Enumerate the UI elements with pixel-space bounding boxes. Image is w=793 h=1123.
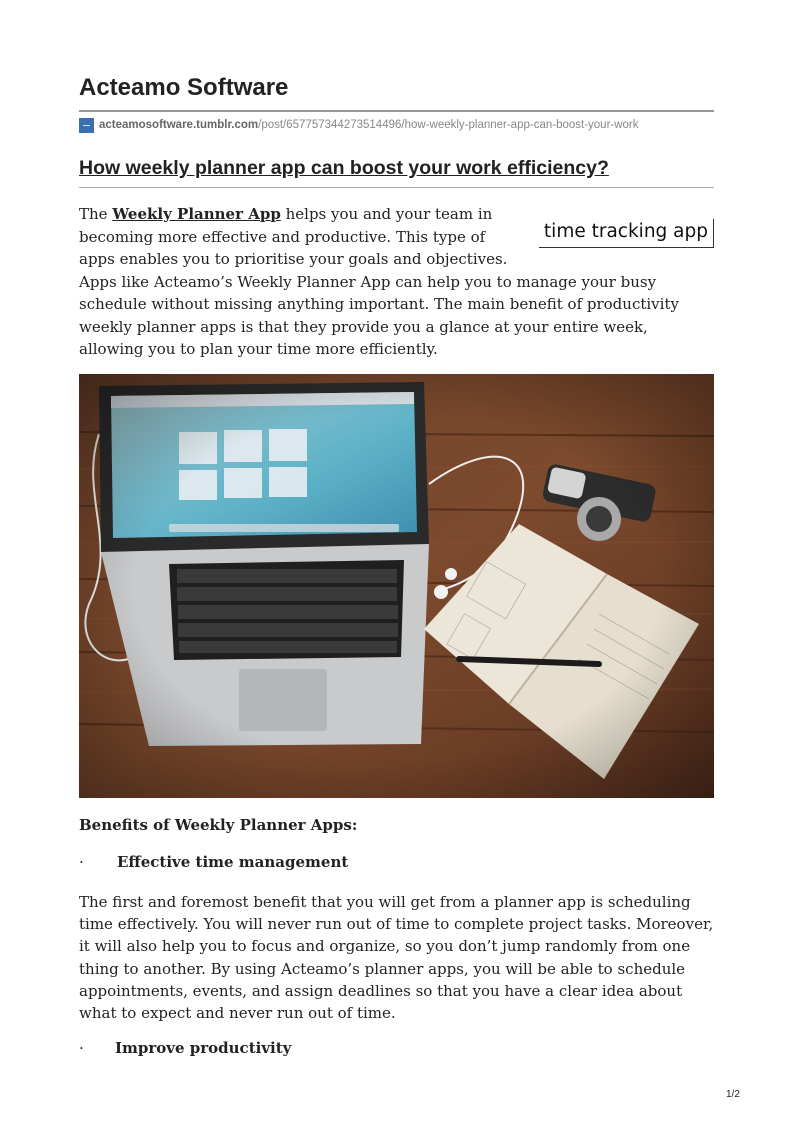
badge-text: time tracking app <box>543 221 708 243</box>
bullet-label: Improve productivity <box>115 1039 292 1057</box>
site-title: Acteamo Software <box>79 74 289 101</box>
page-number: 1/2 <box>726 1089 740 1100</box>
weekly-planner-app-link[interactable]: Weekly Planner App <box>112 205 281 223</box>
bullet-marker: · <box>79 853 84 871</box>
url-domain[interactable]: acteamosoftware.tumblr.com <box>99 119 259 131</box>
bullet-label: Effective time management <box>117 853 349 871</box>
benefits-heading: Benefits of Weekly Planner Apps: <box>79 816 358 834</box>
url-path[interactable]: /post/657757344273514496/how-weekly-planner-app-can-boost-your-work <box>258 119 639 131</box>
bullet-marker: · <box>79 1039 84 1057</box>
tumblr-favicon-icon <box>79 118 94 133</box>
intro-text: helps you and your team in becoming more effective and productive. This type of apps enables you to prioritise your goals and objectives. Apps like Acteamo’s Weekly Planner App can help you to manage your busy schedule without missing anything important. The main benefit of productivity weekly planner apps is that they provide you a glance at your entire week, allowing you to plan your time more efficiently. <box>79 205 679 358</box>
source-url[interactable] <box>79 117 639 133</box>
bullet-effective-time-management <box>79 853 348 871</box>
title-divider <box>79 187 714 188</box>
time-tracking-app-badge[interactable] <box>539 219 714 248</box>
header-divider <box>79 110 714 112</box>
time-management-paragraph: The first and foremost benefit that you will get from a planner app is scheduling time effectively. You will never run out of time to complete project tasks. Moreover, it will also help you to focus and organize, so you don’t jump randomly from one thing to another. By using Acteamo’s planner apps, you will be able to schedule appointments, events, and assign deadlines so that you have a clear idea about what to expect and never run out of time. <box>79 893 714 1023</box>
laptop-desk-photo <box>79 374 714 798</box>
post-title[interactable]: How weekly planner app can boost your work efficiency? <box>79 157 609 179</box>
bullet-improve-productivity <box>79 1039 291 1057</box>
intro-section <box>79 203 714 361</box>
intro-prefix: The <box>79 205 113 223</box>
